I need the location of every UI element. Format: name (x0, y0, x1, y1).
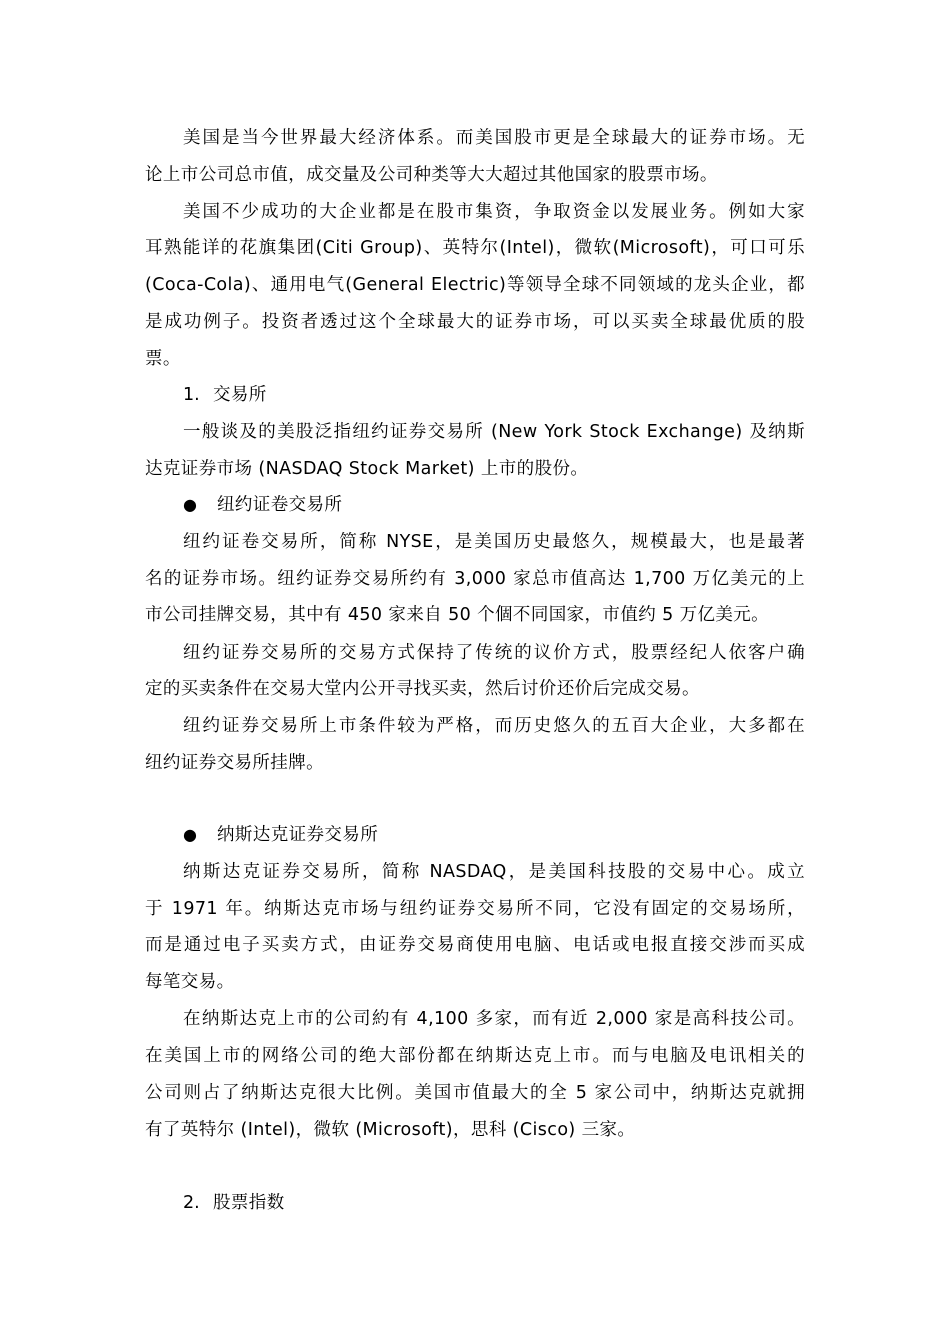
p2-line-3: (Coca-Cola)、通用电气(General Electric)等领导全球不同领域的龙头企业，都 (145, 275, 805, 295)
p7-line-4: 每笔交易。 (145, 972, 235, 992)
section-2-number: 2. (183, 1193, 200, 1213)
p2-line-2: 耳熟能详的花旗集团(Citi Group)、英特尔(Intel)，微软(Microsoft)，可口可乐 (145, 238, 805, 258)
bullet-1-title: 纽约证卷交易所 (217, 495, 343, 515)
section-1-title: 交易所 (213, 385, 267, 405)
p1-line-1: 美国是当今世界最大经济体系。而美国股市更是全球最大的证券市场。无 (183, 128, 805, 148)
p4-line-1: 纽约证卷交易所，简称 NYSE，是美国历史最悠久，规模最大，也是最著 (183, 532, 805, 552)
p8-line-3: 公司则占了纳斯达克很大比例。美国市值最大的全 5 家公司中，纳斯达克就拥 (145, 1083, 805, 1103)
p3-line-1: 一般谈及的美股泛指纽约证券交易所 (New York Stock Exchange) 及纳斯 (183, 422, 805, 442)
p2-line-1: 美国不少成功的大企业都是在股市集资，争取资金以发展业务。例如大家 (183, 202, 805, 222)
p5-line-1: 纽约证券交易所的交易方式保持了传统的议价方式，股票经纪人依客户确 (183, 643, 805, 663)
p5-line-2: 定的买卖条件在交易大堂内公开寻找买卖，然后讨价还价后完成交易。 (145, 679, 700, 699)
section-1-number: 1. (183, 385, 200, 405)
p1-line-2: 论上市公司总市值，成交量及公司种类等大大超过其他国家的股票市场。 (145, 165, 718, 185)
p7-line-2: 于 1971 年。纳斯达克市场与纽约证券交易所不同，它没有固定的交易场所， (145, 899, 805, 919)
p2-line-5: 票。 (145, 349, 181, 369)
p7-line-1: 纳斯达克证券交易所，简称 NASDAQ，是美国科技股的交易中心。成立 (183, 862, 805, 882)
p8-line-4: 有了英特尔 (Intel)，微软 (Microsoft)，思科 (Cisco) 三家。 (145, 1120, 636, 1140)
p2-line-4: 是成功例子。投资者透过这个全球最大的证券市场，可以买卖全球最优质的股 (145, 312, 805, 332)
p4-line-3: 市公司挂牌交易，其中有 450 家来自 50 个個不同国家，市值约 5 万亿美元。 (145, 605, 770, 625)
bullet-1-dot: ● (183, 495, 197, 514)
p7-line-3: 而是通过电子买卖方式，由证券交易商使用电脑、电话或电报直接交涉而买成 (145, 935, 805, 955)
section-2-title: 股票指数 (213, 1193, 285, 1213)
bullet-2-title: 纳斯达克证券交易所 (217, 825, 379, 845)
p3-line-2: 达克证券市场 (NASDAQ Stock Market) 上市的股份。 (145, 459, 589, 479)
p8-line-2: 在美国上市的网络公司的绝大部份都在纳斯达克上市。而与电脑及电讯相关的 (145, 1046, 805, 1066)
bullet-2-dot: ● (183, 825, 197, 844)
p6-line-1: 纽约证券交易所上市条件较为严格，而历史悠久的五百大企业，大多都在 (183, 716, 805, 736)
p8-line-1: 在纳斯达克上市的公司約有 4,100 多家，而有近 2,000 家是高科技公司。 (183, 1009, 805, 1029)
p6-line-2: 纽约证券交易所挂牌。 (145, 753, 324, 773)
p4-line-2: 名的证券市场。纽约证券交易所约有 3,000 家总市值高达 1,700 万亿美元的上 (145, 569, 805, 589)
